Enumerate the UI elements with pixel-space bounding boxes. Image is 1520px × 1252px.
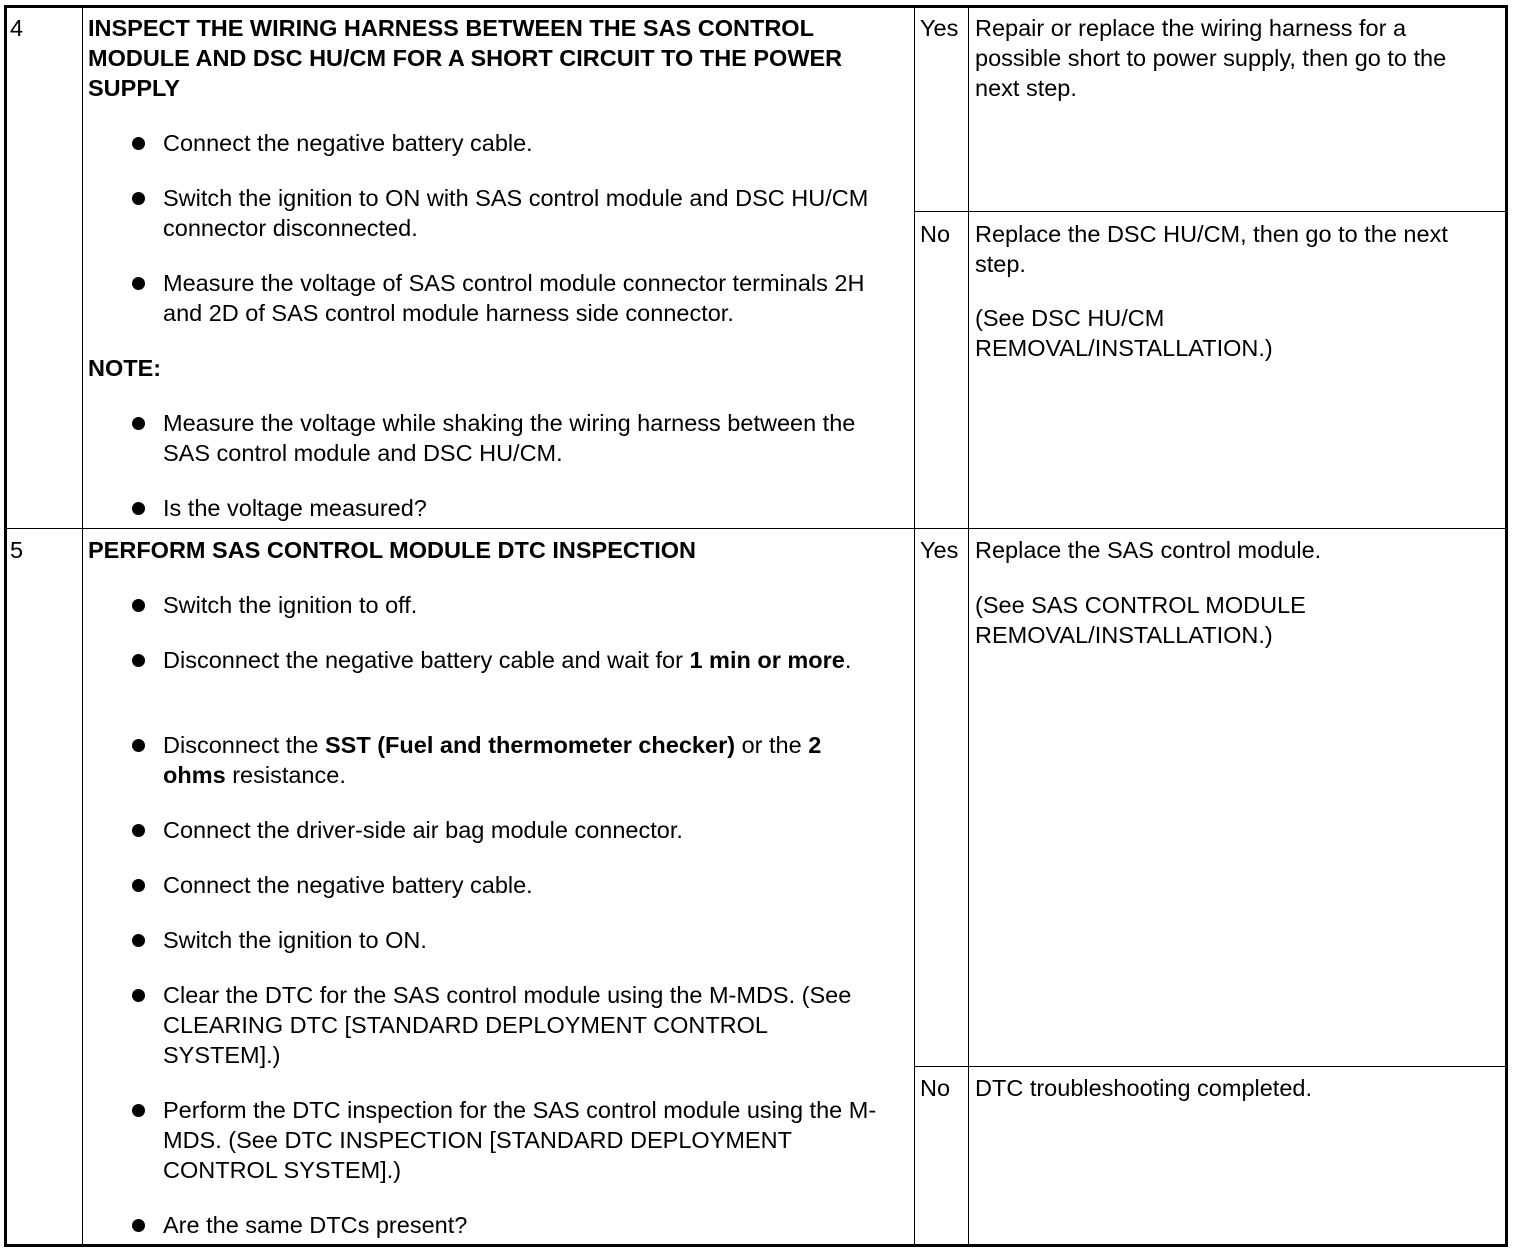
list-item-text: Clear the DTC for the SAS control module using the M-MDS. (See CLEARING DTC [STANDARD DEPLOYMENT CONTROL SYSTEM].)	[163, 982, 852, 1068]
column-divider	[82, 5, 83, 1247]
bullet-icon	[132, 934, 145, 947]
list-item-text: Connect the negative battery cable.	[163, 130, 533, 156]
yes-label: Yes	[920, 15, 959, 41]
text-run: Disconnect the	[163, 732, 325, 758]
list-item	[130, 268, 890, 328]
list-item-text: Connect the driver-side air bag module connector.	[163, 817, 683, 843]
step-number: 4	[10, 15, 24, 41]
yes-label: Yes	[920, 537, 959, 563]
step-number: 5	[10, 537, 24, 563]
bullet-icon	[132, 1219, 145, 1232]
list-item	[130, 980, 890, 1070]
text-run: .	[844, 647, 852, 673]
bullet-icon	[132, 989, 145, 1002]
list-item-text: Switch the ignition to ON with SAS control module and DSC HU/CM connector disconnected.	[163, 185, 869, 241]
list-item-text: Is the voltage measured?	[163, 495, 427, 521]
yes-action: Repair or replace the wiring harness for a possible short to power supply, then go to the next step.	[975, 15, 1447, 101]
list-item-text	[163, 645, 890, 675]
bullet-icon	[132, 1104, 145, 1117]
no-label: No	[920, 1075, 951, 1101]
bullet-icon	[132, 277, 145, 290]
list-item	[130, 730, 890, 790]
emphasis-text: 1 min or more	[689, 647, 845, 673]
yes-no-divider	[914, 1066, 1508, 1067]
bullet-icon	[132, 599, 145, 612]
list-item	[130, 815, 890, 845]
list-item	[130, 183, 890, 243]
note-label: NOTE:	[88, 355, 162, 381]
bullet-icon	[132, 417, 145, 430]
list-item-text	[163, 730, 890, 790]
list-item	[130, 408, 890, 468]
text-run: resistance.	[225, 762, 346, 788]
yes-no-divider	[914, 211, 1508, 212]
bullet-icon	[132, 654, 145, 667]
no-action: DTC troubleshooting completed.	[975, 1075, 1313, 1101]
step-title: PERFORM SAS CONTROL MODULE DTC INSPECTION	[88, 537, 696, 563]
list-item	[130, 1210, 890, 1240]
emphasis-text: 2 ohms	[163, 732, 822, 788]
no-label: No	[920, 221, 951, 247]
list-item	[130, 590, 890, 620]
bullet-icon	[132, 739, 145, 752]
yes-action: Replace the SAS control module.	[975, 537, 1322, 563]
list-item-text: Switch the ignition to off.	[163, 592, 418, 618]
list-item-text: Measure the voltage of SAS control module connector terminals 2H and 2D of SAS control module harness side connector.	[163, 270, 865, 326]
list-item-text: Perform the DTC inspection for the SAS control module using the M-MDS. (See DTC INSPECTION [STANDARD DEPLOYMENT CONTROL SYSTEM].)	[163, 1097, 877, 1183]
bullet-icon	[132, 879, 145, 892]
no-reference: (See DSC HU/CM REMOVAL/INSTALLATION.)	[975, 305, 1273, 361]
list-item-text: Are the same DTCs present?	[163, 1212, 468, 1238]
bullet-icon	[132, 502, 145, 515]
list-item-text: Measure the voltage while shaking the wiring harness between the SAS control module and DSC HU/CM.	[163, 410, 856, 466]
list-item	[130, 1095, 890, 1185]
list-item-text: Switch the ignition to ON.	[163, 927, 427, 953]
row-divider	[4, 528, 1508, 529]
bullet-icon	[132, 137, 145, 150]
text-run: or the	[735, 732, 809, 758]
list-item	[130, 493, 890, 523]
bullet-icon	[132, 824, 145, 837]
column-divider	[914, 5, 915, 1247]
step-title: INSPECT THE WIRING HARNESS BETWEEN THE SAS CONTROL MODULE AND DSC HU/CM FOR A SHORT CIRCUIT TO THE POWER SUPPLY	[88, 15, 843, 101]
column-divider	[968, 5, 969, 1247]
no-action: Replace the DSC HU/CM, then go to the next step.	[975, 221, 1448, 277]
list-item-text: Connect the negative battery cable.	[163, 872, 533, 898]
list-item	[130, 870, 890, 900]
text-run: Disconnect the negative battery cable and wait for	[163, 647, 690, 673]
list-item	[130, 925, 890, 955]
yes-reference: (See SAS CONTROL MODULE REMOVAL/INSTALLATION.)	[975, 592, 1306, 648]
bullet-icon	[132, 192, 145, 205]
list-item	[130, 645, 890, 675]
emphasis-text: SST (Fuel and thermometer checker)	[324, 732, 736, 758]
list-item	[130, 128, 890, 158]
